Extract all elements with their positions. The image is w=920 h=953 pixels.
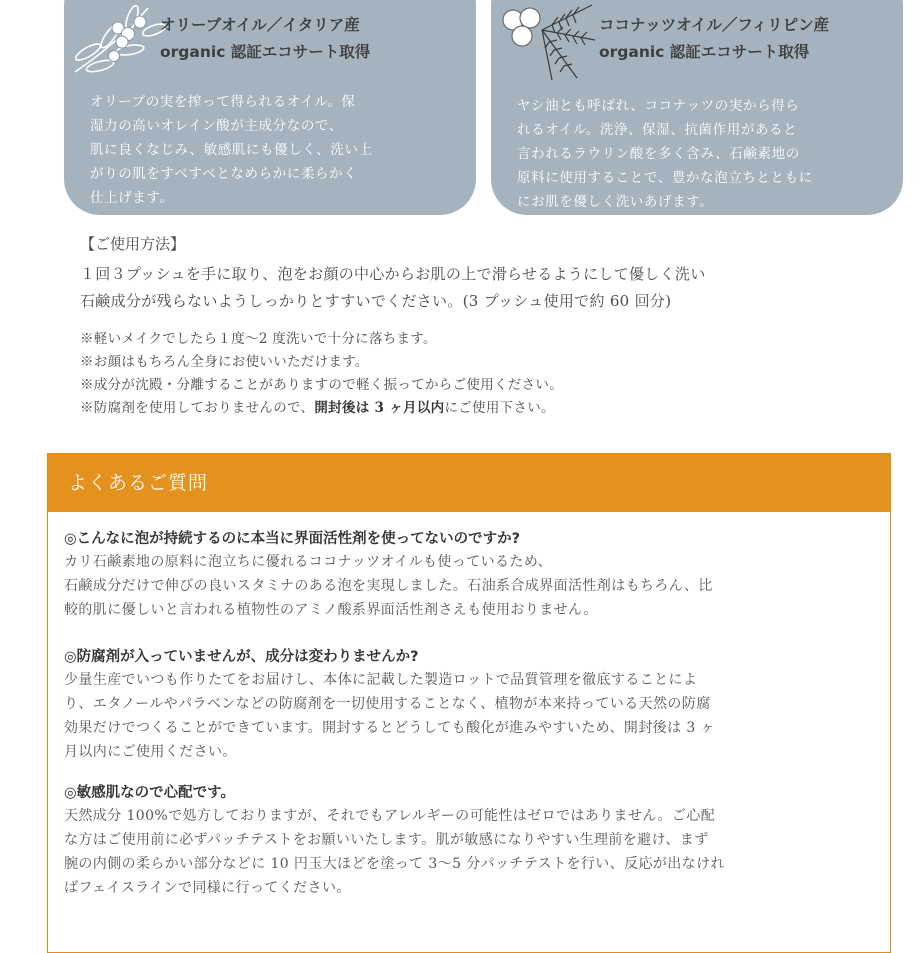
faq-answer: 少量生産でいつも作りたてをお届けし、本体に記載した製造ロットで品質管理を徹底することによ り、エタノールやパラベンなどの防腐剤を一切使用することなく、植物が本来持っている天然の防腐 効果だけでつくることができています。開封するとどうしても酸化が進みやすいため、開封後は 3 ヶ 月以内にご使用ください。 [64,672,715,760]
coconut-oil-title: ココナッツオイル／フィリピン産 organic 認証エコサート取得 [599,16,830,61]
usage-heading: 【ご使用方法】 [80,235,186,253]
faq-section [47,453,891,953]
faq-question: ◎防腐剤が入っていませんが、成分は変わりませんか? [64,649,419,665]
expiry-emphasis: 開封後は 3 ヶ月以内 [314,400,445,416]
usage-notes [80,328,900,420]
olive-oil-card [64,0,476,215]
faq-answer: 天然成分 100%で処方しておりますが、それでもアレルギーの可能性はゼロではありません。ご心配 な方はご使用前に必ずパッチテストをお願いいたします。肌が敏感になりやすい生理前を避け、まず 腕の内側の柔らかい部分などに 10 円玉大ほどを塗って 3〜5 分パッチテストを行い、反応が出なけれ ばフェイスラインで同様に行ってください。 [64,808,725,896]
faq-item [64,528,874,622]
coconut-palm-icon [497,0,597,80]
note-item: ※成分が沈殿・分離することがありますので軽く振ってからご使用ください。 [80,377,563,393]
faq-item [64,646,874,764]
faq-item [64,782,874,900]
coconut-oil-description: ヤシ油とも呼ばれ、ココナッツの実から得ら れるオイル。洗浄、保湿、抗菌作用があると 言われるラウリン酸を多く含み、石鹸素地の 原料に使用することで、豊かな泡立ちとともに にお肌を優しく洗いあげます。 [517,98,813,210]
coconut-oil-card [491,0,903,215]
olive-branch-icon [70,0,170,80]
faq-header: よくあるご質問 [48,454,890,512]
olive-oil-description: オリーブの実を搾って得られるオイル。保 湿力の高いオレイン酸が主成分なので、 肌に良くなじみ、敏感肌にも優しく、洗い上 がりの肌をすべすべとなめらかに柔らかく 仕上げます。 [90,94,373,206]
note-item: ※お顔はもちろん全身にお使いいただけます。 [80,354,369,370]
faq-question: ◎敏感肌なので心配です。 [64,785,235,801]
faq-question: ◎こんなに泡が持続するのに本当に界面活性剤を使ってないのですか? [64,531,521,547]
note-item: ※軽いメイクでしたら１度〜2 度洗いで十分に落ちます。 [80,331,437,347]
usage-instructions: １回３プッシュを手に取り、泡をお顔の中心からお肌の上で滑らせるようにして優しく洗い 石鹸成分が残らないようしっかりとすすいでください。(3 プッシュ使用で約 60 回分) [80,265,706,310]
note-item: ※防腐剤を使用しておりませんので、開封後は 3 ヶ月以内にご使用下さい。 [80,400,555,416]
olive-oil-title: オリーブオイル／イタリア産 organic 認証エコサート取得 [160,16,371,61]
faq-answer: カリ石鹸素地の原料に泡立ちに優れるココナッツオイルも使っているため、 石鹸成分だけで伸びの良いスタミナのある泡を実現しました。石油系合成界面活性剤はもちろん、比 較的肌に優しいと言われる植物性のアミノ酸系界面活性剤さえも使用おりません。 [64,554,713,618]
